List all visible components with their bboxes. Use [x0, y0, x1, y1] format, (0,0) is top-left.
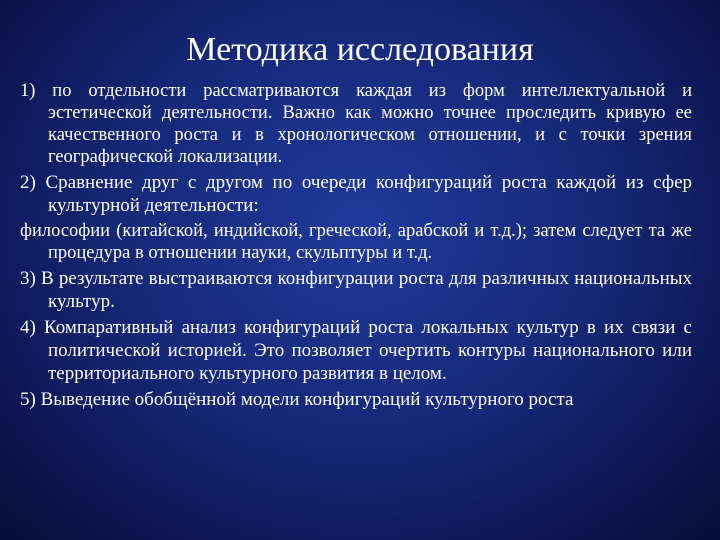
list-item-3: 3) В результате выстраиваются конфигурации роста для различных национальных культур. — [20, 268, 692, 312]
list-item-2-continuation: философии (китайской, индийской, греческой, арабской и т.д.); затем следует та же процедура в отношении науки, скульптуры и т.д. — [20, 221, 692, 263]
list-item-5: 5) Выведение обобщённой модели конфигураций культурного роста — [20, 389, 574, 410]
slide-body — [20, 80, 692, 414]
list-item-2: 2) Сравнение друг с другом по очереди конфигураций роста каждой из сфер культурной деятельности: — [20, 172, 692, 216]
slide-title: Методика исследования — [186, 31, 534, 68]
list-item-4: 4) Компаративный анализ конфигураций роста локальных культур в их связи с политической историей. Это позволяет очертить контуры национального или территориального культурного развития в целом. — [20, 317, 692, 384]
list-item-1: 1) по отдельности рассматриваются каждая из форм интеллектуальной и эстетической деятельности. Важно как можно точнее проследить кривую ее качественного роста и в хронологическом отношении, и с точки зрения географической локализации. — [20, 81, 692, 167]
